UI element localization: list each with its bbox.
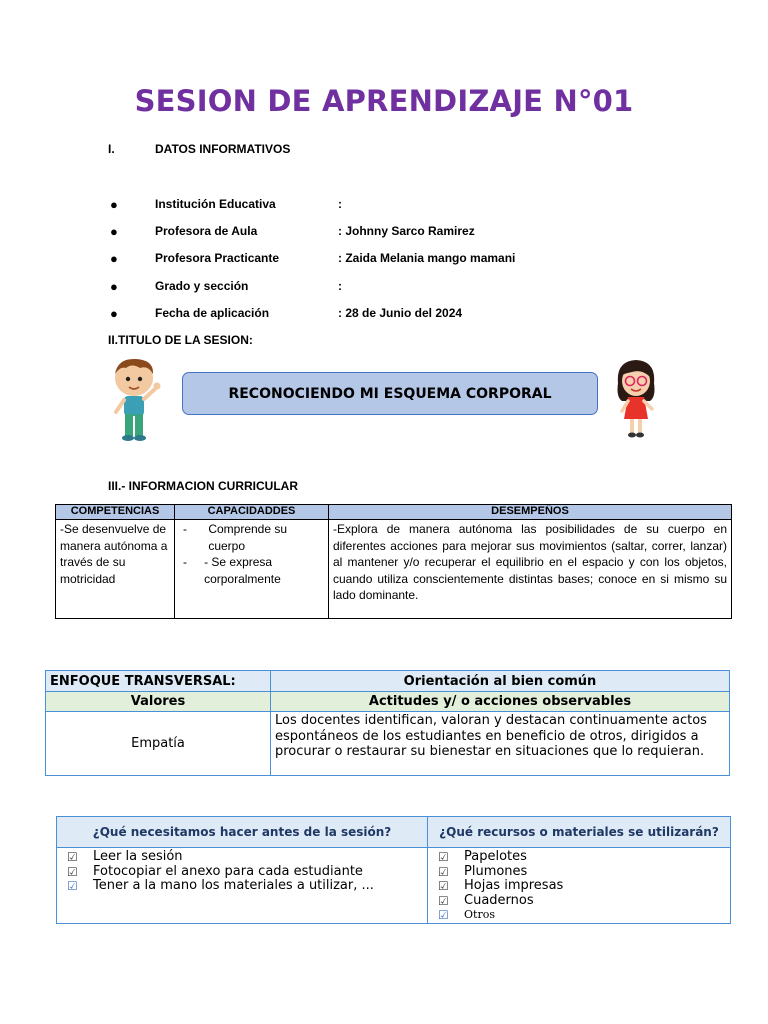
bullet: ● (110, 224, 118, 239)
col-header-capacidades: CAPACIDADDES (175, 505, 329, 520)
list-item (432, 908, 726, 923)
checkbox-icon: ☑ (67, 864, 78, 879)
boy-illustration (106, 356, 164, 442)
recursos-header: ¿Qué recursos o materiales se utilizarán? (428, 817, 731, 848)
info-label-practicante: Profesora Practicante (155, 251, 280, 265)
recursos-list (428, 848, 731, 924)
list-item (432, 879, 726, 894)
girl-illustration (612, 357, 660, 439)
list-item (61, 865, 423, 880)
list-item (432, 850, 726, 865)
capacidad-item (179, 554, 324, 587)
info-label-fecha: Fecha de aplicación (155, 306, 270, 320)
section-1-heading: DATOS INFORMATIVOS (155, 142, 291, 156)
bullet: ● (110, 197, 118, 212)
enfoque-label: ENFOQUE TRANSVERSAL: (46, 671, 271, 692)
checkbox-icon: ☑ (438, 879, 449, 894)
checkbox-icon: ☑ (438, 864, 449, 879)
capacidad-text: - Se expresa corporalmente (204, 555, 281, 586)
bullet: ● (110, 251, 118, 266)
section-3-heading: III.- INFORMACION CURRICULAR (108, 479, 298, 493)
enfoque-table (45, 670, 730, 776)
desempeno-cell: -Explora de manera autónoma las posibilidades de su cuerpo en diferentes acciones para mejorar sus movimientos (saltar, correr, lanzar) al mantener y/o recuperar el equilibrio en el espacio y con los objetos, cuando utiliza conscientemente distintas bases; conoce en si mismo su lado dominante. (329, 520, 732, 619)
checkbox-icon: ☑ (67, 879, 78, 894)
info-label-institucion: Institución Educativa (155, 197, 276, 211)
list-item (432, 894, 726, 909)
checkbox-icon: ☑ (438, 908, 449, 923)
preparation-table (56, 816, 731, 924)
col-header-competencias: COMPETENCIAS (56, 505, 175, 520)
valores-header: Valores (46, 692, 271, 712)
actitudes-header: Actitudes y/ o acciones observables (271, 692, 730, 712)
info-value-practicante: : Zaida Melania mango mamani (338, 251, 516, 265)
item-text: Fotocopiar el anexo para cada estudiante (93, 863, 363, 879)
checkbox-icon: ☑ (67, 850, 78, 864)
item-text: Papelotes (464, 849, 527, 864)
info-value-institucion: : (338, 197, 342, 211)
enfoque-value: Orientación al bien común (271, 671, 730, 692)
col-header-desempenos: DESEMPEÑOS (329, 505, 732, 520)
section-2-heading: II.TITULO DE LA SESION: (108, 333, 253, 347)
list-item (61, 879, 423, 894)
item-text: Cuadernos (464, 892, 534, 908)
session-title-box: RECONOCIENDO MI ESQUEMA CORPORAL (182, 372, 598, 415)
antes-header: ¿Qué necesitamos hacer antes de la sesión? (57, 817, 428, 848)
bullet: ● (110, 306, 118, 321)
checkbox-icon: ☑ (438, 893, 449, 908)
info-value-profesora: : Johnny Sarco Ramirez (338, 224, 475, 238)
capacidad-text: Comprende su cuerpo (208, 522, 288, 553)
antes-list (57, 848, 428, 924)
item-text: Tener a la mano los materiales a utilizar, ... (93, 878, 374, 894)
capacidad-item (179, 521, 324, 554)
dash: - (183, 555, 187, 569)
checkbox-icon: ☑ (438, 850, 449, 864)
item-text: Otros (464, 908, 495, 922)
info-value-grado: : (338, 279, 342, 293)
item-text: Leer la sesión (93, 849, 183, 864)
page-title: SESION DE APRENDIZAJE N°01 (134, 84, 634, 118)
list-item (61, 850, 423, 865)
bullet: ● (110, 279, 118, 294)
item-text: Plumones (464, 863, 528, 879)
capacidades-cell (175, 520, 329, 619)
dash: - (183, 522, 187, 536)
actitud-cell: Los docentes identifican, valoran y destacan continuamente actos espontáneos de los estudiantes en beneficio de otros, dirigidos a procurar o restaurar su bienestar en situaciones que lo requieran. (271, 712, 730, 776)
info-label-profesora: Profesora de Aula (155, 224, 258, 238)
curricular-table (55, 504, 732, 619)
section-1-number: I. (108, 142, 115, 156)
item-text: Hojas impresas (464, 878, 564, 894)
info-value-fecha: : 28 de Junio del 2024 (338, 306, 463, 320)
list-item (432, 865, 726, 880)
competencia-cell: -Se desenvuelve de manera autónoma a través de su motricidad (56, 520, 175, 619)
valor-cell: Empatía (46, 712, 271, 776)
info-label-grado: Grado y sección (155, 279, 249, 293)
